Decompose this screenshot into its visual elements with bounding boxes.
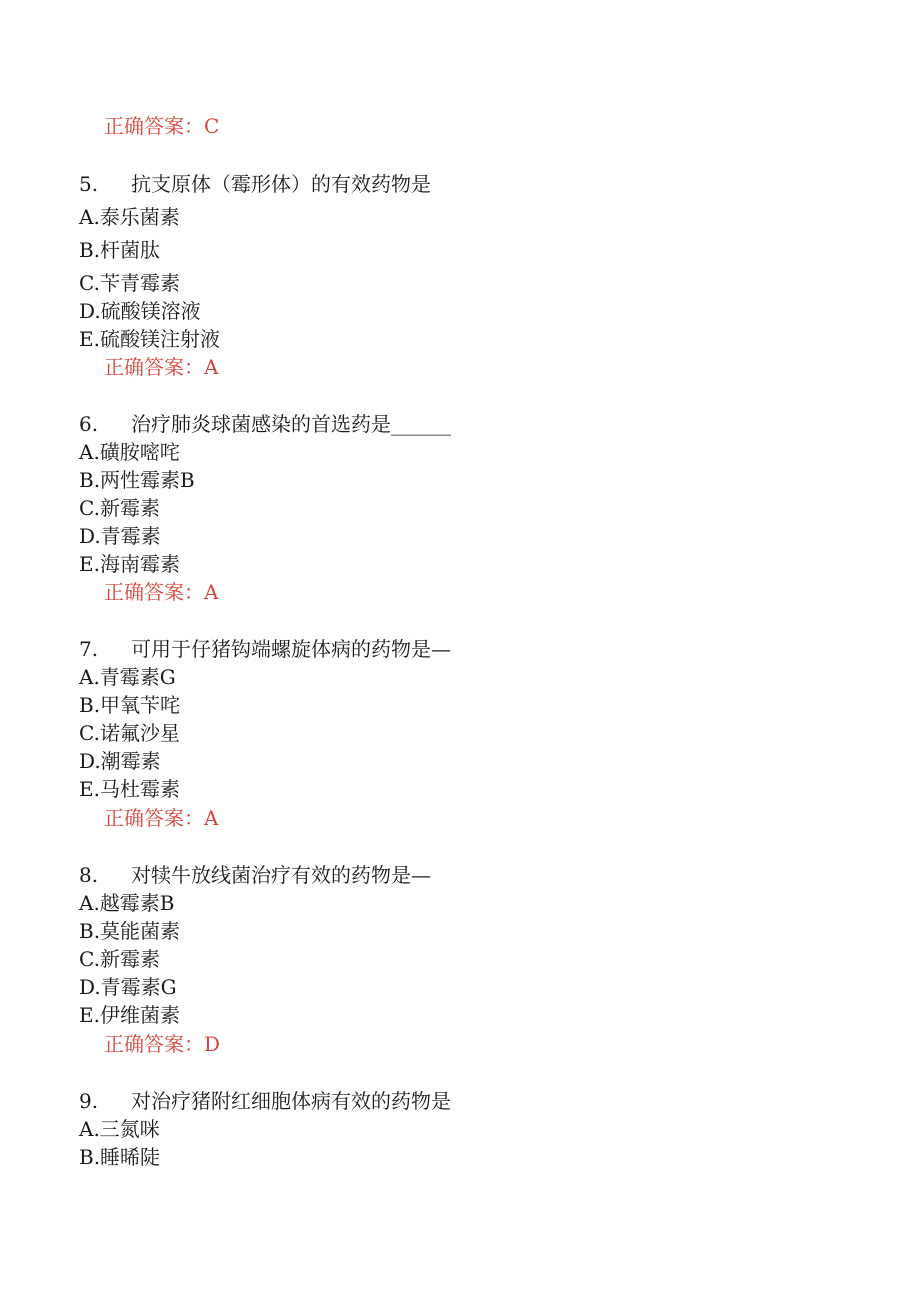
option-e: E.硫酸镁注射液 [79, 327, 220, 351]
option-c: C.苄青霉素 [79, 271, 180, 295]
question-number: 7. [79, 637, 99, 661]
option-a: A.青霉素G [79, 665, 176, 689]
correct-answer: 正确答案：D [104, 1032, 221, 1056]
question-number: 8. [79, 863, 99, 887]
question-text: 治疗肺炎球菌感染的首选药是______ [131, 412, 451, 436]
option-e: E.马杜霉素 [79, 777, 180, 801]
option-a: A.三氮咪 [79, 1117, 160, 1141]
option-c: C.新霉素 [79, 947, 160, 971]
option-a: A.磺胺嘧咤 [79, 440, 180, 464]
option-b: B.睡晞陡 [79, 1145, 161, 1169]
correct-answer: 正确答案：A [104, 806, 219, 830]
option-a: A.越霉素B [79, 891, 175, 915]
question-text: 抗支原体（霉形体）的有效药物是 [131, 172, 431, 196]
option-d: D.潮霉素 [79, 749, 161, 773]
option-e: E.伊维菌素 [79, 1003, 180, 1027]
option-d: D.硫酸镁溶液 [79, 299, 201, 323]
question-text: 对治疗猪附红细胞体病有效的药物是 [131, 1089, 451, 1113]
option-a: A.泰乐菌素 [79, 205, 180, 229]
question-text: 可用于仔猪钩端螺旋体病的药物是— [131, 637, 451, 661]
previous-answer: 正确答案：C [104, 114, 220, 138]
question-number: 5. [79, 172, 99, 196]
question-number: 6. [79, 412, 99, 436]
option-d: D.青霉素G [79, 975, 177, 999]
correct-answer: 正确答案：A [104, 580, 219, 604]
question-text: 对犊牛放线菌治疗有效的药物是— [131, 863, 431, 887]
question-number: 9. [79, 1089, 99, 1113]
option-d: D.青霉素 [79, 524, 161, 548]
option-e: E.海南霉素 [79, 552, 180, 576]
option-b: B.杆菌肽 [79, 238, 161, 262]
correct-answer: 正确答案：A [104, 355, 219, 379]
option-b: B.两性霉素B [79, 468, 195, 492]
option-b: B.莫能菌素 [79, 919, 181, 943]
option-c: C.诺氟沙星 [79, 721, 180, 745]
option-b: B.甲氧苄咤 [79, 693, 181, 717]
option-c: C.新霉素 [79, 496, 160, 520]
